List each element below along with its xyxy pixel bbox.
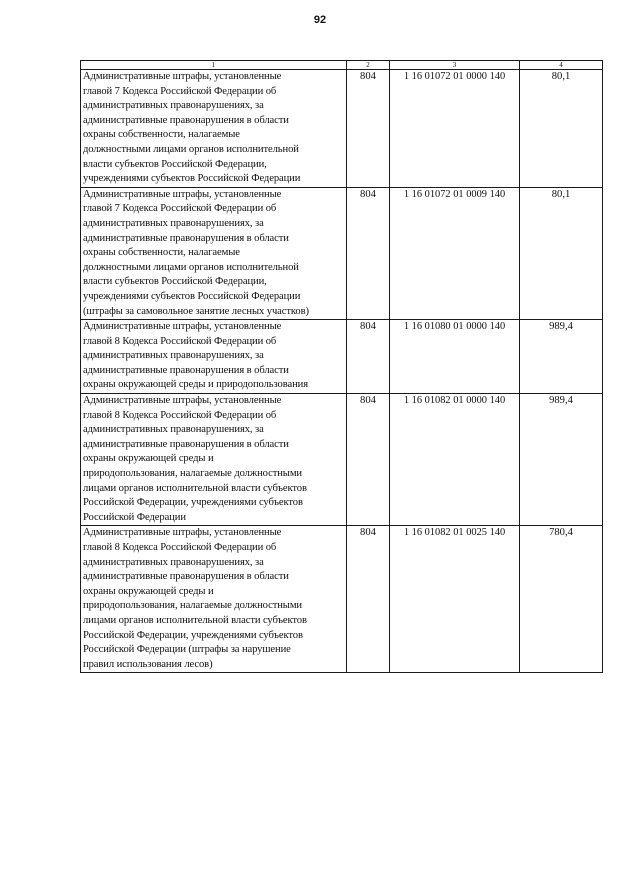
admin-code-cell: 804	[347, 526, 390, 673]
column-header-name: 1	[81, 61, 347, 70]
revenue-name-line: Административные штрафы, установленные	[83, 321, 282, 333]
revenue-name-line: учреждениями субъектов Российской Федерации	[83, 173, 301, 185]
revenue-name-line: административные правонарушения в области	[83, 232, 289, 244]
table-row	[81, 394, 603, 526]
revenue-name-cell	[81, 187, 347, 319]
column-header-admin-code: 2	[347, 61, 390, 70]
revenue-name-line: главой 7 Кодекса Российской Федерации об	[83, 203, 277, 215]
revenue-name-line: Российской Федерации, учреждениями субъектов	[83, 629, 303, 641]
kbk-code-cell: 1 16 01082 01 0000 140	[390, 394, 520, 526]
revenue-name-line: должностными лицами органов исполнительной	[83, 261, 299, 273]
revenue-name-cell	[81, 70, 347, 188]
revenue-name-line: охраны собственности, налагаемые	[83, 247, 240, 259]
revenue-name-line: природопользования, налагаемые должностными	[83, 468, 302, 480]
revenue-name-line: главой 7 Кодекса Российской Федерации об	[83, 85, 277, 97]
revenue-name-cell	[81, 320, 347, 394]
revenue-name-line: Российской Федерации, учреждениями субъектов	[83, 497, 303, 509]
revenue-name-line: охраны окружающей среды и	[83, 453, 214, 465]
kbk-code-cell: 1 16 01080 01 0000 140	[390, 320, 520, 394]
revenue-name-line: лицами органов исполнительной власти субъектов	[83, 482, 307, 494]
amount-cell: 989,4	[520, 320, 603, 394]
revenue-name-line: должностными лицами органов исполнительной	[83, 143, 299, 155]
kbk-code-cell: 1 16 01082 01 0025 140	[390, 526, 520, 673]
revenue-name-line: власти субъектов Российской Федерации,	[83, 158, 267, 170]
revenue-name-line: Административные штрафы, установленные	[83, 71, 282, 82]
amount-cell: 80,1	[520, 187, 603, 319]
revenue-name-line: административных правонарушениях, за	[83, 424, 264, 436]
revenue-name-line: главой 8 Кодекса Российской Федерации об	[83, 542, 277, 553]
column-header-kbk: 3	[390, 61, 520, 70]
revenue-name-line: главой 8 Кодекса Российской Федерации об	[83, 409, 277, 421]
table-row	[81, 526, 603, 673]
revenue-name-line: лицами органов исполнительной власти субъектов	[83, 614, 307, 626]
table-row	[81, 70, 603, 188]
kbk-code-cell: 1 16 01072 01 0009 140	[390, 187, 520, 319]
revenue-name-line: административные правонарушения в области	[83, 364, 289, 376]
amount-cell: 780,4	[520, 526, 603, 673]
revenue-name-line: охраны собственности, налагаемые	[83, 129, 240, 141]
revenue-name-line: административных правонарушениях, за	[83, 217, 264, 229]
revenue-name-line: природопользования, налагаемые должностными	[83, 600, 302, 612]
column-header-amount: 4	[520, 61, 603, 70]
admin-code-cell: 804	[347, 70, 390, 188]
table-row	[81, 320, 603, 394]
revenue-name-line: охраны окружающей среды и	[83, 585, 214, 597]
revenue-name-line: административных правонарушениях, за	[83, 350, 264, 362]
revenue-table	[80, 60, 603, 673]
revenue-name-cell	[81, 394, 347, 526]
page-number: 92	[313, 14, 327, 26]
revenue-name-line: учреждениями субъектов Российской Федерации	[83, 290, 301, 302]
revenue-name-line: Российской Федерации	[83, 511, 186, 523]
table-header-row	[81, 61, 603, 70]
revenue-name-line: охраны окружающей среды и природопользования	[83, 379, 309, 391]
amount-cell: 80,1	[520, 70, 603, 188]
admin-code-cell: 804	[347, 394, 390, 526]
amount-cell: 989,4	[520, 394, 603, 526]
revenue-name-line: правил использования лесов)	[83, 658, 213, 670]
revenue-name-line: Административные штрафы, установленные	[83, 395, 282, 407]
revenue-name-line: власти субъектов Российской Федерации,	[83, 276, 267, 288]
kbk-code-cell: 1 16 01072 01 0000 140	[390, 70, 520, 188]
revenue-name-line: Административные штрафы, установленные	[83, 527, 282, 539]
table-row	[81, 187, 603, 319]
revenue-name-line: (штрафы за самовольное занятие лесных участков)	[83, 305, 309, 317]
revenue-name-line: административные правонарушения в области	[83, 114, 289, 126]
admin-code-cell: 804	[347, 320, 390, 394]
revenue-name-line: административных правонарушениях, за	[83, 100, 264, 112]
revenue-name-cell	[81, 526, 347, 673]
revenue-name-line: административные правонарушения в области	[83, 438, 289, 450]
table-body	[81, 70, 603, 673]
revenue-name-line: главой 8 Кодекса Российской Федерации об	[83, 335, 277, 347]
revenue-name-line: административных правонарушениях, за	[83, 556, 264, 568]
revenue-name-line: Российской Федерации (штрафы за нарушение	[83, 644, 291, 656]
revenue-name-line: Административные штрафы, установленные	[83, 188, 282, 200]
revenue-name-line: административные правонарушения в области	[83, 571, 289, 583]
admin-code-cell: 804	[347, 187, 390, 319]
